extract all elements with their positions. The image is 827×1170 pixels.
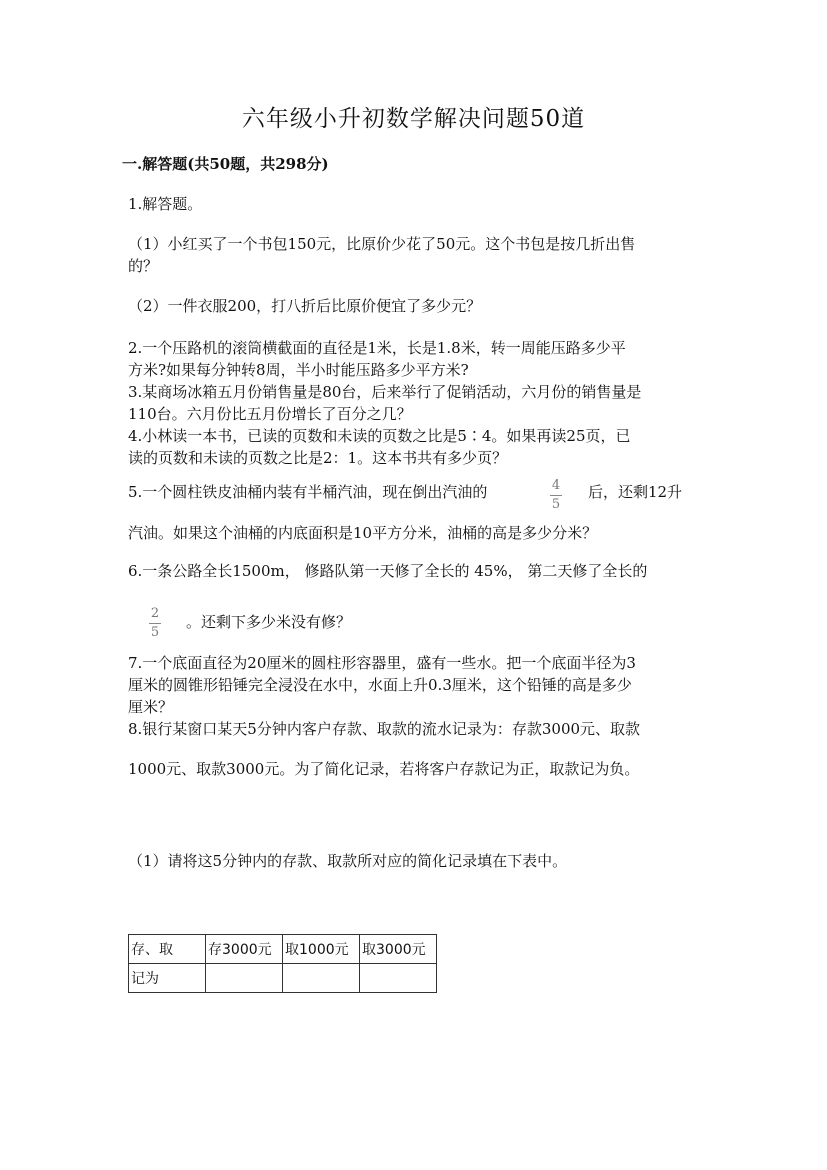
fraction-two-fifths: [147, 606, 163, 640]
fraction-bar: [550, 495, 562, 496]
fraction-numerator: 2: [150, 606, 160, 621]
question-7-line-3: 厘米？: [128, 698, 174, 716]
question-8-line-2: 1000元、取款3000元。为了简化记录，若将客户存款记为正，取款记为负。: [128, 760, 640, 778]
answer-cell[interactable]: [283, 964, 360, 993]
question-4-line-1: 4.小林读一本书，已读的页数和未读的页数之比是5∶4。如果再读25页，已: [128, 427, 631, 445]
question-2-line-1: 2.一个压路机的滚筒横截面的直径是1米，长是1.8米，转一周能压路多少平: [128, 339, 626, 357]
record-table: [128, 934, 437, 993]
question-6-line-2: 。还剩下多少米没有修？: [186, 613, 352, 631]
question-1-heading: 1.解答题。: [128, 195, 203, 213]
question-5-line-1a: 5.一个圆柱铁皮油桶内装有半桶汽油，现在倒出汽油的: [128, 483, 488, 501]
table-cell: 取1000元: [283, 935, 360, 964]
question-8-line-1: 8.银行某窗口某天5分钟内客户存款、取款的流水记录为：存款3000元、取款: [128, 720, 641, 738]
answer-cell[interactable]: [360, 964, 437, 993]
table-cell: 存、取: [129, 935, 206, 964]
question-3-line-2: 110台。六月份比五月份增长了百分之几？: [128, 405, 412, 423]
question-5-line-2: 汽油。如果这个油桶的内底面积是10平方分米，油桶的高是多少分米？: [128, 524, 598, 542]
table-row: [129, 935, 437, 964]
question-8-part-1: （1）请将这5分钟内的存款、取款所对应的简化记录填在下表中。: [128, 852, 568, 870]
page-title: 六年级小升初数学解决问题50道: [241, 106, 586, 132]
question-2-line-2: 方米?如果每分钟转8周，半小时能压路多少平方米?: [128, 361, 469, 379]
question-7-line-2: 厘米的圆锥形铅锤完全浸没在水中，水面上升0.3厘米，这个铅锤的高是多少: [128, 676, 632, 694]
question-1-part-1-line-1: （1）小红买了一个书包150元，比原价少花了50元。这个书包是按几折出售: [128, 235, 636, 253]
answer-cell[interactable]: [206, 964, 283, 993]
fraction-numerator: 4: [551, 478, 561, 493]
table-row: [129, 964, 437, 993]
question-3-line-1: 3.某商场冰箱五月份销售量是80台，后来举行了促销活动，六月份的销售量是: [128, 383, 642, 401]
question-1-part-1-line-2: 的？: [128, 257, 159, 275]
table-cell: 记为: [129, 964, 206, 993]
question-4-line-2: 读的页数和未读的页数之比是2：1。这本书共有多少页？: [128, 449, 508, 467]
table-cell: 存3000元: [206, 935, 283, 964]
fraction-denominator: 5: [150, 625, 160, 640]
fraction-bar: [149, 623, 161, 624]
question-1-part-2: （2）一件衣服200，打八折后比原价便宜了多少元？: [128, 297, 482, 315]
question-7-line-1: 7.一个底面直径为20厘米的圆柱形容器里，盛有一些水。把一个底面半径为3: [128, 654, 636, 672]
question-6-line-1: 6.一条公路全长1500m， 修路队第一天修了全长的 45%， 第二天修了全长的: [128, 562, 648, 580]
fraction-four-fifths: [548, 478, 564, 512]
section-heading: 一.解答题(共50题，共298分): [122, 155, 329, 173]
table-cell: 取3000元: [360, 935, 437, 964]
question-5-line-1b: 后，还剩12升: [588, 483, 683, 501]
fraction-denominator: 5: [551, 497, 561, 512]
